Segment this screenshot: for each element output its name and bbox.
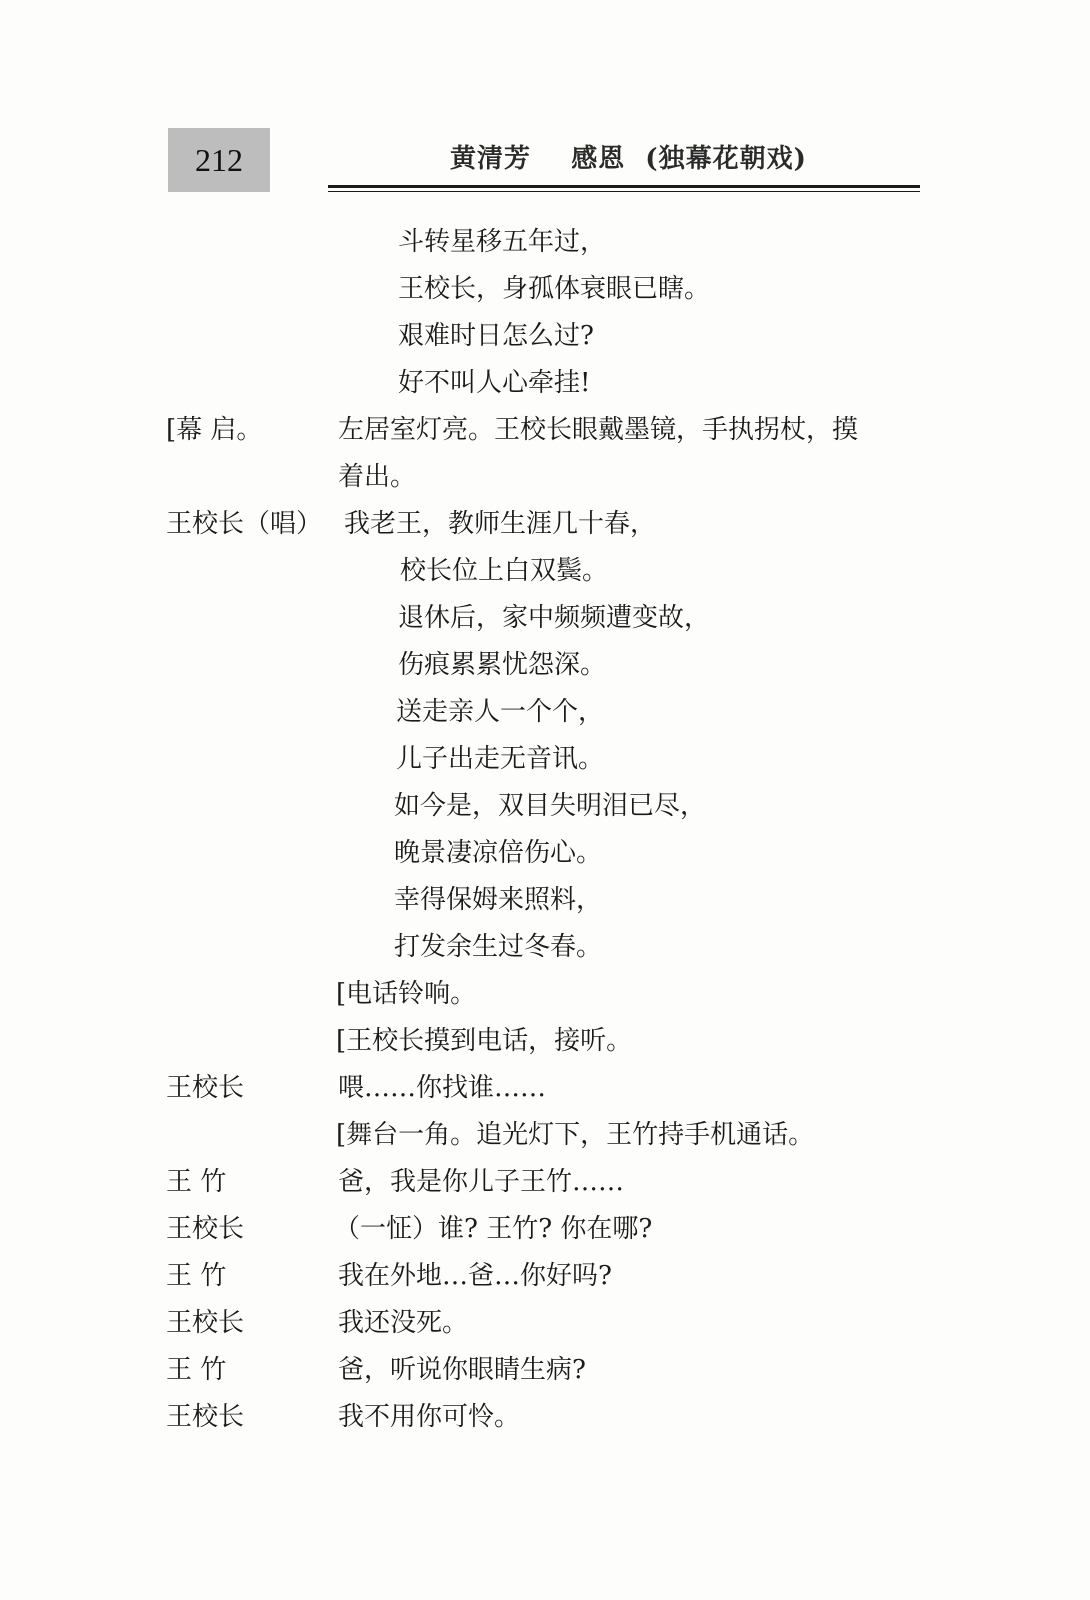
speaker-label: 王校长 — [166, 1308, 245, 1338]
stage-direction: 左居室灯亮。王校长眼戴墨镜，手执拐杖，摸 — [338, 415, 859, 445]
dialogue-line: 我在外地…爸…你好吗? — [338, 1261, 612, 1291]
stage-direction: [王校长摸到电话，接听。 — [336, 1026, 633, 1056]
speaker-label: 王 竹 — [166, 1261, 227, 1291]
dialogue-line: （一怔）谁? 王竹? 你在哪? — [334, 1214, 653, 1244]
running-header-title: 黄清芳 感恩 (独幕花朝戏) — [450, 144, 807, 174]
aria-line: 伤痕累累忧怨深。 — [398, 650, 607, 680]
aria-line: 儿子出走无音讯。 — [396, 744, 605, 774]
aria-line: 晚景凄凉倍伤心。 — [394, 838, 603, 868]
stage-cue: [幕 启。 — [166, 415, 263, 445]
verse-line: 艰难时日怎么过? — [398, 321, 594, 351]
speaker-label: 王校长 — [166, 1214, 245, 1244]
page-number: 212 — [168, 128, 270, 192]
speaker-label: 王校长 — [166, 1073, 245, 1103]
verse-line: 斗转星移五年过， — [398, 227, 607, 257]
aria-line: 退休后，家中频频遭变故， — [398, 603, 711, 633]
header-rule-thin — [328, 191, 920, 192]
speaker-label: 王 竹 — [166, 1167, 227, 1197]
dialogue-line: 我还没死。 — [338, 1308, 469, 1338]
stage-direction: [电话铃响。 — [336, 979, 477, 1009]
dialogue-line: 喂……你找谁…… — [338, 1073, 547, 1103]
stage-direction: 着出。 — [338, 462, 417, 492]
speaker-label: 王 竹 — [166, 1355, 227, 1385]
verse-line: 好不叫人心牵挂! — [398, 368, 591, 398]
speaker-label: 王校长（唱） — [166, 509, 323, 539]
header-rule — [328, 185, 920, 188]
aria-line: 送走亲人一个个， — [396, 697, 605, 727]
aria-line: 校长位上白双鬓。 — [400, 556, 609, 586]
speaker-label: 王校长 — [166, 1402, 245, 1432]
stage-direction: [舞台一角。追光灯下，王竹持手机通话。 — [336, 1120, 815, 1150]
aria-line: 我老王，教师生涯几十春， — [344, 509, 657, 539]
verse-line: 王校长，身孤体衰眼已瞎。 — [398, 274, 711, 304]
dialogue-line: 爸，我是你儿子王竹…… — [338, 1167, 625, 1197]
dialogue-line: 我不用你可怜。 — [338, 1402, 521, 1432]
aria-line: 打发余生过冬春。 — [394, 932, 603, 962]
aria-line: 幸得保姆来照料， — [394, 885, 603, 915]
dialogue-line: 爸，听说你眼睛生病? — [338, 1355, 586, 1385]
aria-line: 如今是，双目失明泪已尽， — [394, 791, 707, 821]
